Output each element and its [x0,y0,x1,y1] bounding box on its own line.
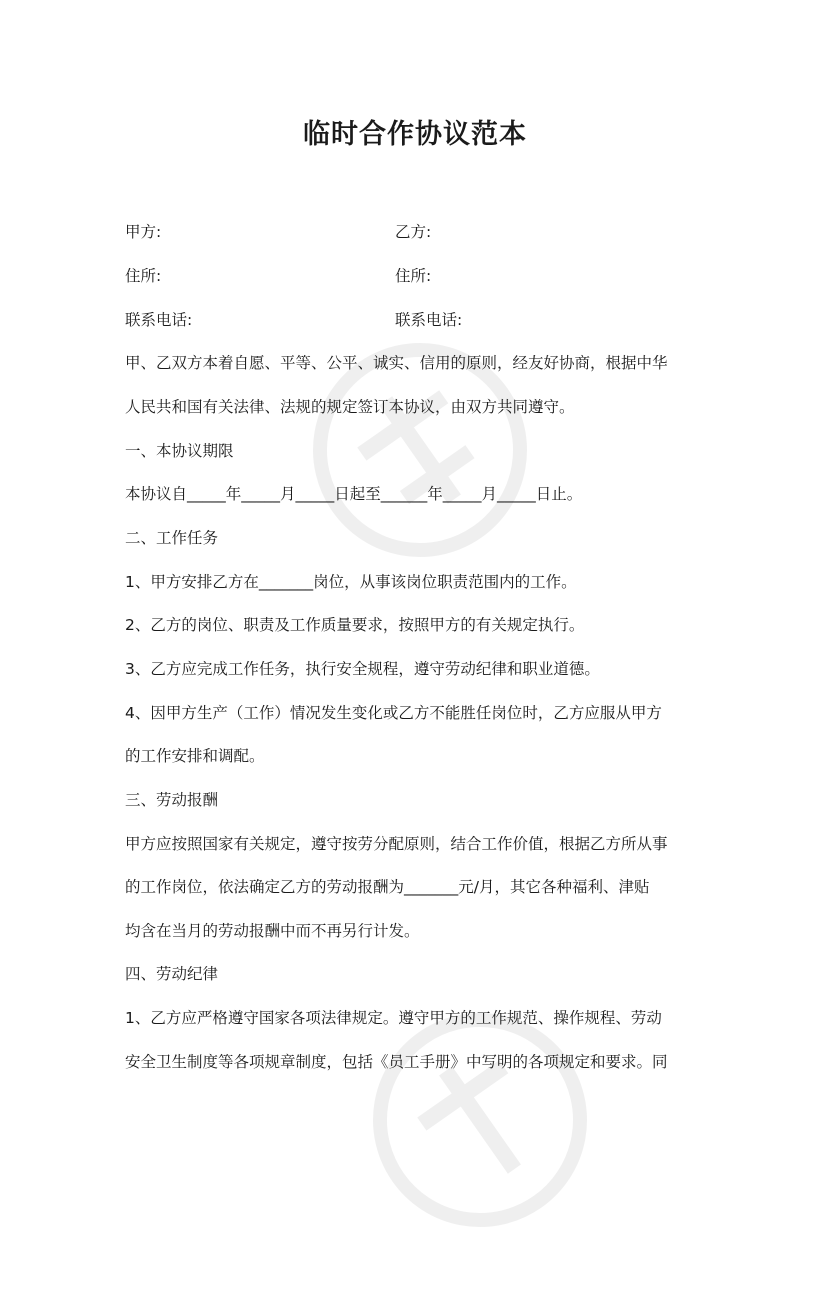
section1-line-1: 本协议自_____年_____月_____日起至______年_____月_____日止。 [125,485,583,503]
document-title: 临时合作协议范本 [303,119,527,150]
section2-line-2: 2、乙方的岗位、职责及工作质量要求，按照甲方的有关规定执行。 [125,616,585,634]
section4-line-2: 安全卫生制度等各项规章制度，包括《员工手册》中写明的各项规定和要求。同 [125,1053,668,1071]
intro-line-2: 人民共和国有关法律、法规的规定签订本协议，由双方共同遵守。 [125,398,575,416]
party-b-label: 乙方: [395,223,432,241]
section4-line-1: 1、乙方应严格遵守国家各项法律规定。遵守甲方的工作规范、操作规程、劳动 [125,1009,662,1027]
section4-heading: 四、劳动纪律 [125,965,219,983]
section2-line-4: 4、因甲方生产（工作）情况发生变化或乙方不能胜任岗位时，乙方应服从甲方 [125,704,662,722]
watermark-icon [313,953,647,1287]
section2-line-1: 1、甲方安排乙方在_______岗位，从事该岗位职责范围内的工作。 [125,573,577,591]
section3-line-2: 的工作岗位，依法确定乙方的劳动报酬为_______元/月，其它各种福利、津贴 [125,878,650,896]
party-b-address-label: 住所: [395,267,432,285]
intro-line-1: 甲、乙双方本着自愿、平等、公平、诚实、信用的原则，经友好协商，根据中华 [125,354,668,372]
section2-heading: 二、工作任务 [125,529,219,547]
party-b-phone-label: 联系电话: [395,311,463,329]
section1-heading: 一、本协议期限 [125,442,234,460]
party-a-phone-label: 联系电话: [125,311,193,329]
section3-heading: 三、劳动报酬 [125,791,219,809]
section3-line-1: 甲方应按照国家有关规定，遵守按劳分配原则，结合工作价值，根据乙方所从事 [125,835,668,853]
party-a-label: 甲方: [125,223,162,241]
watermark-logo [253,283,587,617]
section2-line-5: 的工作安排和调配。 [125,747,265,765]
section2-line-3: 3、乙方应完成工作任务，执行安全规程，遵守劳动纪律和职业道德。 [125,660,600,678]
party-a-address-label: 住所: [125,267,162,285]
watermark-logo-2 [313,953,647,1287]
section3-line-3: 均含在当月的劳动报酬中而不再另行计发。 [125,922,420,940]
watermark-icon [253,283,587,617]
